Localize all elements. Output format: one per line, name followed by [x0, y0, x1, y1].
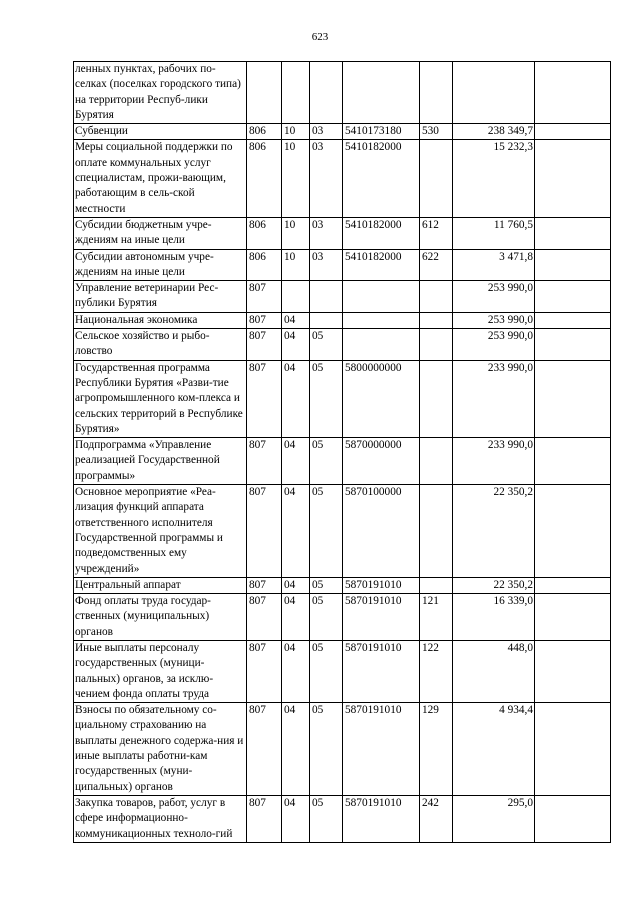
row-extra-cell: [535, 62, 611, 124]
row-sum-cell: 15 232,3: [453, 140, 535, 217]
row-vr-cell: [420, 360, 453, 437]
row-pr-cell: 05: [310, 594, 343, 641]
row-pr-cell: [310, 312, 343, 328]
row-rz-cell: [282, 281, 310, 313]
table-row: [74, 438, 611, 485]
row-sum-cell: 22 350,2: [453, 577, 535, 593]
row-name-cell: Субсидии бюджетным учре-ждениям на иные цели: [74, 217, 247, 249]
row-sum-cell: 238 349,7: [453, 124, 535, 140]
row-vr-cell: 612: [420, 217, 453, 249]
row-extra-cell: [535, 329, 611, 361]
row-csr-cell: 5870191010: [343, 703, 420, 796]
row-rz-cell: 10: [282, 249, 310, 281]
table-row: [74, 577, 611, 593]
row-pr-cell: 05: [310, 640, 343, 702]
row-csr-cell: [343, 312, 420, 328]
row-name-cell: Субвенции: [74, 124, 247, 140]
row-vr-cell: 530: [420, 124, 453, 140]
row-name-cell: Управление ветеринарии Рес-публики Бурятия: [74, 281, 247, 313]
row-csr-cell: 5870191010: [343, 795, 420, 842]
row-rz-cell: 04: [282, 795, 310, 842]
row-rz-cell: 04: [282, 640, 310, 702]
row-csr-cell: 5870100000: [343, 485, 420, 578]
row-csr-cell: 5870191010: [343, 640, 420, 702]
row-extra-cell: [535, 703, 611, 796]
row-sum-cell: 4 934,4: [453, 703, 535, 796]
row-rz-cell: 04: [282, 577, 310, 593]
row-vr-cell: [420, 438, 453, 485]
row-csr-cell: 5870000000: [343, 438, 420, 485]
table-row: [74, 312, 611, 328]
row-pr-cell: 05: [310, 795, 343, 842]
row-name-cell: Фонд оплаты труда государ-ственных (муниципальных) органов: [74, 594, 247, 641]
table-row: [74, 703, 611, 796]
row-gr-cell: 807: [247, 640, 282, 702]
row-vr-cell: [420, 140, 453, 217]
row-gr-cell: 807: [247, 281, 282, 313]
row-vr-cell: [420, 577, 453, 593]
row-extra-cell: [535, 312, 611, 328]
row-extra-cell: [535, 640, 611, 702]
page-number: 623: [311, 31, 329, 43]
row-name-cell: Иные выплаты персоналу государственных (муници-пальных) органов, за исклю-чением фонда оплаты труда: [74, 640, 247, 702]
row-pr-cell: [310, 281, 343, 313]
table-row: [74, 360, 611, 437]
row-vr-cell: [420, 312, 453, 328]
row-name-cell: Основное мероприятие «Реа-лизация функций аппарата ответственного исполнителя Государственной программы и подведомственных ему учреждений»: [74, 485, 247, 578]
row-pr-cell: 05: [310, 485, 343, 578]
row-rz-cell: [282, 62, 310, 124]
row-sum-cell: 253 990,0: [453, 312, 535, 328]
row-sum-cell: 253 990,0: [453, 329, 535, 361]
row-extra-cell: [535, 577, 611, 593]
row-gr-cell: 807: [247, 312, 282, 328]
row-vr-cell: [420, 485, 453, 578]
row-gr-cell: 806: [247, 249, 282, 281]
row-gr-cell: 806: [247, 140, 282, 217]
row-name-cell: Взносы по обязательному со-циальному страхованию на выплаты денежного содержа-ния и иные выплаты работни-кам государственных (муни-ципальных) органов: [74, 703, 247, 796]
row-rz-cell: 04: [282, 312, 310, 328]
row-name-cell: ленных пунктах, рабочих по-селках (поселках городского типа) на территории Респуб-лики Бурятия: [74, 62, 247, 124]
budget-table: [73, 61, 611, 843]
row-rz-cell: 10: [282, 124, 310, 140]
row-name-cell: Центральный аппарат: [74, 577, 247, 593]
row-csr-cell: [343, 329, 420, 361]
table-row: [74, 594, 611, 641]
row-name-cell: Подпрограмма «Управление реализацией Государственной программы»: [74, 438, 247, 485]
row-vr-cell: 242: [420, 795, 453, 842]
table-row: [74, 281, 611, 313]
row-csr-cell: 5410182000: [343, 249, 420, 281]
row-sum-cell: 22 350,2: [453, 485, 535, 578]
row-extra-cell: [535, 124, 611, 140]
row-pr-cell: 03: [310, 124, 343, 140]
table-row: [74, 62, 611, 124]
row-sum-cell: 16 339,0: [453, 594, 535, 641]
row-name-cell: Меры социальной поддержки по оплате коммунальных услуг специалистам, прожи-вающим, работающим в сель-ской местности: [74, 140, 247, 217]
row-gr-cell: 807: [247, 329, 282, 361]
row-pr-cell: 05: [310, 577, 343, 593]
row-pr-cell: 03: [310, 140, 343, 217]
row-sum-cell: 233 990,0: [453, 438, 535, 485]
row-sum-cell: 253 990,0: [453, 281, 535, 313]
table-row: [74, 329, 611, 361]
row-gr-cell: 806: [247, 124, 282, 140]
row-extra-cell: [535, 360, 611, 437]
row-gr-cell: [247, 62, 282, 124]
row-sum-cell: 233 990,0: [453, 360, 535, 437]
row-name-cell: Сельское хозяйство и рыбо-ловство: [74, 329, 247, 361]
table-row: [74, 640, 611, 702]
row-sum-cell: 448,0: [453, 640, 535, 702]
row-rz-cell: 04: [282, 485, 310, 578]
row-pr-cell: 05: [310, 703, 343, 796]
row-pr-cell: 03: [310, 249, 343, 281]
row-name-cell: Национальная экономика: [74, 312, 247, 328]
row-vr-cell: 121: [420, 594, 453, 641]
row-vr-cell: 129: [420, 703, 453, 796]
row-gr-cell: 807: [247, 703, 282, 796]
table-row: [74, 249, 611, 281]
table-row: [74, 217, 611, 249]
row-gr-cell: 807: [247, 485, 282, 578]
row-csr-cell: 5800000000: [343, 360, 420, 437]
row-csr-cell: [343, 281, 420, 313]
table-row: [74, 485, 611, 578]
row-extra-cell: [535, 594, 611, 641]
row-name-cell: Государственная программа Республики Бурятия «Разви-тие агропромышленного ком-плекса и сельских территорий в Республике Бурятия»: [74, 360, 247, 437]
row-rz-cell: 04: [282, 703, 310, 796]
row-extra-cell: [535, 140, 611, 217]
row-pr-cell: 05: [310, 438, 343, 485]
row-pr-cell: 05: [310, 360, 343, 437]
row-sum-cell: [453, 62, 535, 124]
row-csr-cell: 5410173180: [343, 124, 420, 140]
row-vr-cell: 122: [420, 640, 453, 702]
row-vr-cell: 622: [420, 249, 453, 281]
row-extra-cell: [535, 795, 611, 842]
row-csr-cell: 5870191010: [343, 594, 420, 641]
row-extra-cell: [535, 281, 611, 313]
table-row: [74, 140, 611, 217]
row-csr-cell: 5410182000: [343, 217, 420, 249]
row-rz-cell: 04: [282, 438, 310, 485]
row-name-cell: Субсидии автономным учре-ждениям на иные цели: [74, 249, 247, 281]
row-rz-cell: 04: [282, 360, 310, 437]
row-rz-cell: 04: [282, 594, 310, 641]
row-rz-cell: 10: [282, 140, 310, 217]
row-name-cell: Закупка товаров, работ, услуг в сфере информационно-коммуникационных техноло-гий: [74, 795, 247, 842]
table-row: [74, 124, 611, 140]
row-extra-cell: [535, 217, 611, 249]
row-csr-cell: 5410182000: [343, 140, 420, 217]
row-sum-cell: 11 760,5: [453, 217, 535, 249]
row-csr-cell: 5870191010: [343, 577, 420, 593]
row-sum-cell: 3 471,8: [453, 249, 535, 281]
table-body: [74, 62, 611, 843]
row-gr-cell: 807: [247, 360, 282, 437]
row-gr-cell: 807: [247, 577, 282, 593]
row-pr-cell: 03: [310, 217, 343, 249]
row-vr-cell: [420, 281, 453, 313]
row-extra-cell: [535, 438, 611, 485]
row-vr-cell: [420, 62, 453, 124]
row-rz-cell: 04: [282, 329, 310, 361]
row-gr-cell: 807: [247, 594, 282, 641]
row-pr-cell: [310, 62, 343, 124]
row-extra-cell: [535, 249, 611, 281]
row-csr-cell: [343, 62, 420, 124]
table-row: [74, 795, 611, 842]
row-gr-cell: 806: [247, 217, 282, 249]
row-gr-cell: 807: [247, 438, 282, 485]
row-pr-cell: 05: [310, 329, 343, 361]
row-extra-cell: [535, 485, 611, 578]
row-rz-cell: 10: [282, 217, 310, 249]
row-sum-cell: 295,0: [453, 795, 535, 842]
row-vr-cell: [420, 329, 453, 361]
row-gr-cell: 807: [247, 795, 282, 842]
